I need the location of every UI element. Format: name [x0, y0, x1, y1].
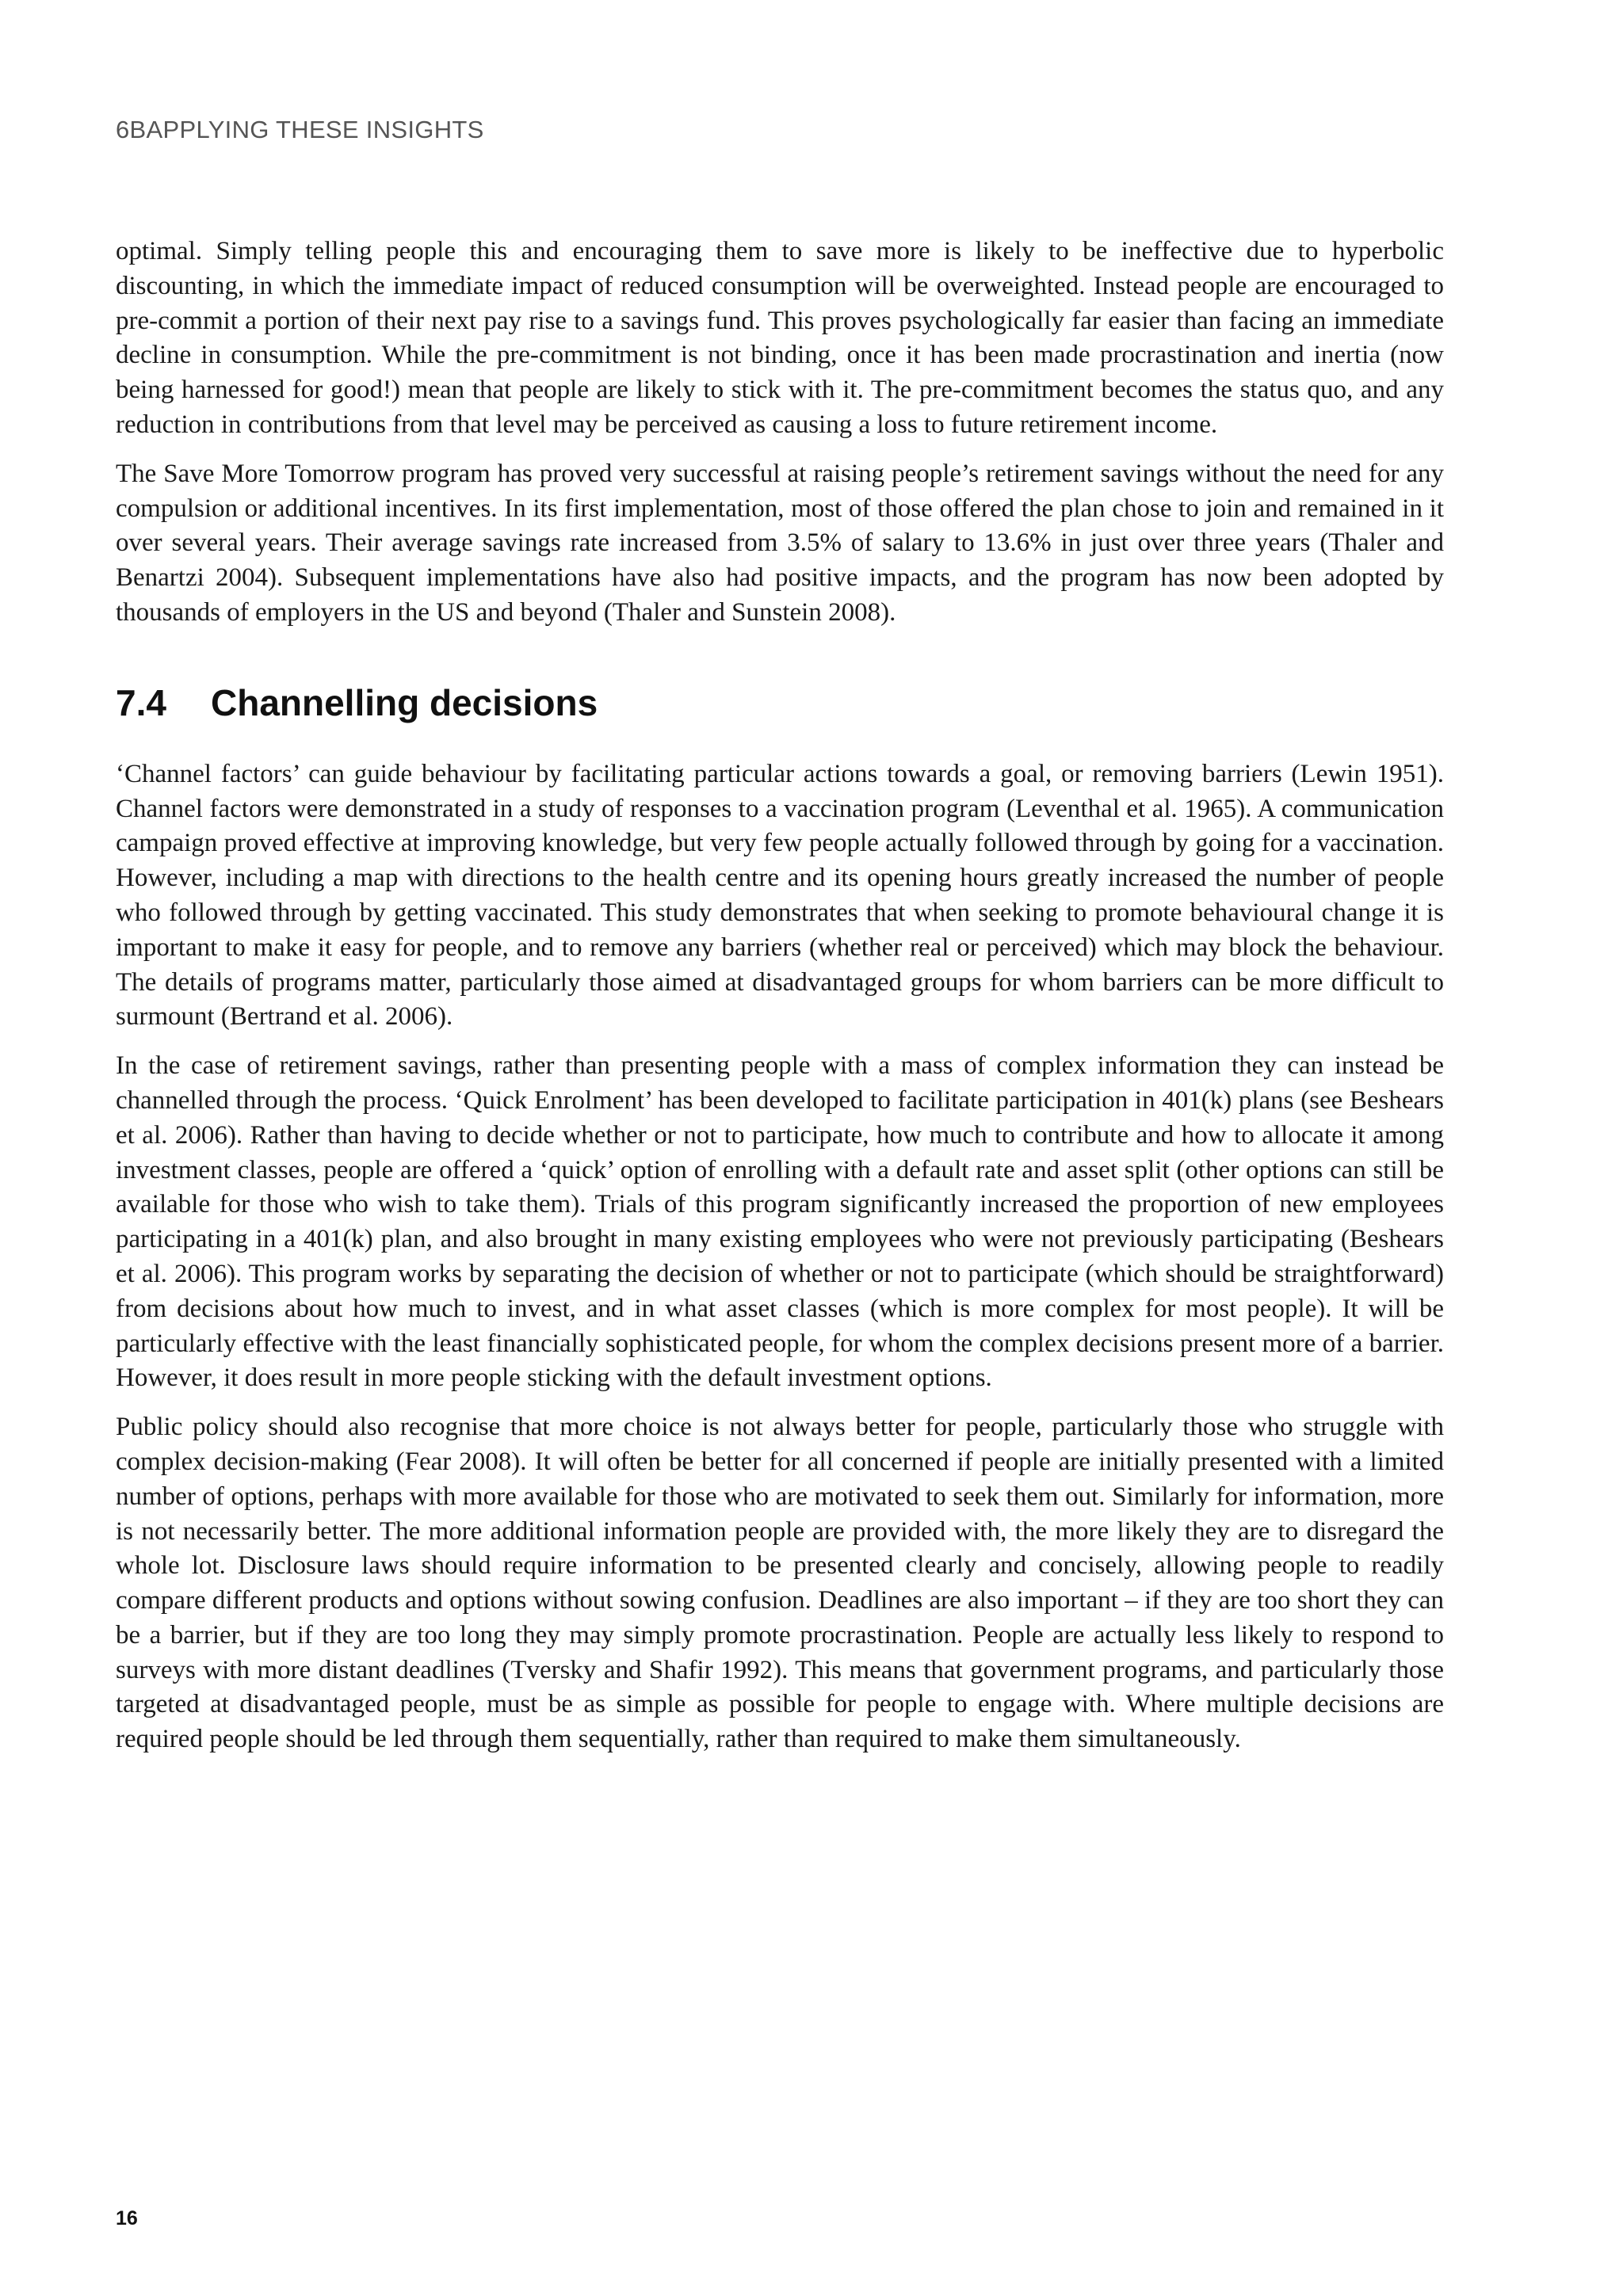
body-paragraph: Public policy should also recognise that more choice is not always better for people, particularly those who struggle with complex decision-making (Fear 2008). It will often be better for all concerned if people are initially presented with a limited number of options, perhaps with more available for those who are motivated to seek them out. Similarly for information, more is not necessarily better. The more additional information people are provided with, the more likely they are to disregard the whole lot. Disclosure laws should require information to be presented clearly and concisely, allowing people to readily compare different products and options without sowing confusion. Deadlines are also important – if they are too short they can be a barrier, but if they are too long they may simply promote procrastination. People are actually less likely to respond to surveys with more distant deadlines (Tversky and Shafir 1992). This means that government programs, and particularly those targeted at disadvantaged people, must be as simple as possible for people to engage with. Where multiple decisions are required people should be led through them sequentially, rather than required to make them simultaneously. [116, 1413, 1444, 1754]
page-body [116, 235, 1444, 1772]
running-header: 6BAPPLYING THESE INSIGHTS [116, 116, 484, 143]
body-paragraph: ‘Channel factors’ can guide behaviour by facilitating particular actions towards a goal, or removing barriers (Lewin 1951). Channel factors were demonstrated in a study of responses to a vaccination program (Leventhal et al. 1965). A communication campaign proved effective at improving knowledge, but very few people actually followed through by going for a vaccination. However, including a map with directions to the health centre and its opening hours greatly increased the number of people who followed through by getting vaccinated. This study demonstrates that when seeking to promote behavioural change it is important to make it easy for people, and to remove any barriers (whether real or perceived) which may block the behaviour. The details of programs matter, particularly those aimed at disadvantaged groups for whom barriers can be more difficult to surmount (Bertrand et al. 2006). [116, 759, 1444, 1032]
body-paragraph: The Save More Tomorrow program has proved very successful at raising people’s retirement savings without the need for any compulsion or additional incentives. In its first implementation, most of those offered the plan chose to join and remained in it over several years. Their average savings rate increased from 3.5% of salary to 13.6% in just over three years (Thaler and Benartzi 2004). Subsequent implementations have also had positive impacts, and the program has now been adopted by thousands of employers in the US and beyond (Thaler and Sunstein 2008). [116, 459, 1444, 627]
section-title: Channelling decisions [211, 681, 598, 723]
section-heading [116, 681, 1444, 724]
body-paragraph: optimal. Simply telling people this and encouraging them to save more is likely to be ineffective due to hyperbolic discounting, in which the immediate impact of reduced consumption will be overweighted. Instead people are encouraged to pre-commit a portion of their next pay rise to a savings fund. This proves psychologically far easier than facing an immediate decline in consumption. While the pre-commitment is not binding, once it has been made procrastination and inertia (now being harnessed for good!) mean that people are likely to stick with it. The pre-commitment becomes the status quo, and any reduction in contributions from that level may be perceived as causing a loss to future retirement income. [116, 237, 1444, 439]
section-number: 7.4 [116, 681, 166, 723]
body-paragraph: In the case of retirement savings, rather than presenting people with a mass of complex information they can instead be channelled through the process. ‘Quick Enrolment’ has been developed to facilitate participation in 401(k) plans (see Beshears et al. 2006). Rather than having to decide whether or not to participate, how much to contribute and how to allocate it among investment classes, people are offered a ‘quick’ option of enrolling with a default rate and asset split (other options can still be available for those who wish to take them). Trials of this program significantly increased the proportion of new employees participating in a 401(k) plan, and also brought in many existing employees who were not previously participating (Beshears et al. 2006). This program works by separating the decision of whether or not to participate (which should be straightforward) from decisions about how much to invest, and in what asset classes (which is more complex for most people). It will be particularly effective with the least financially sophisticated people, for whom the complex decisions present more of a barrier. However, it does result in more people sticking with the default investment options. [116, 1051, 1444, 1393]
page-number: 16 [116, 2207, 138, 2229]
